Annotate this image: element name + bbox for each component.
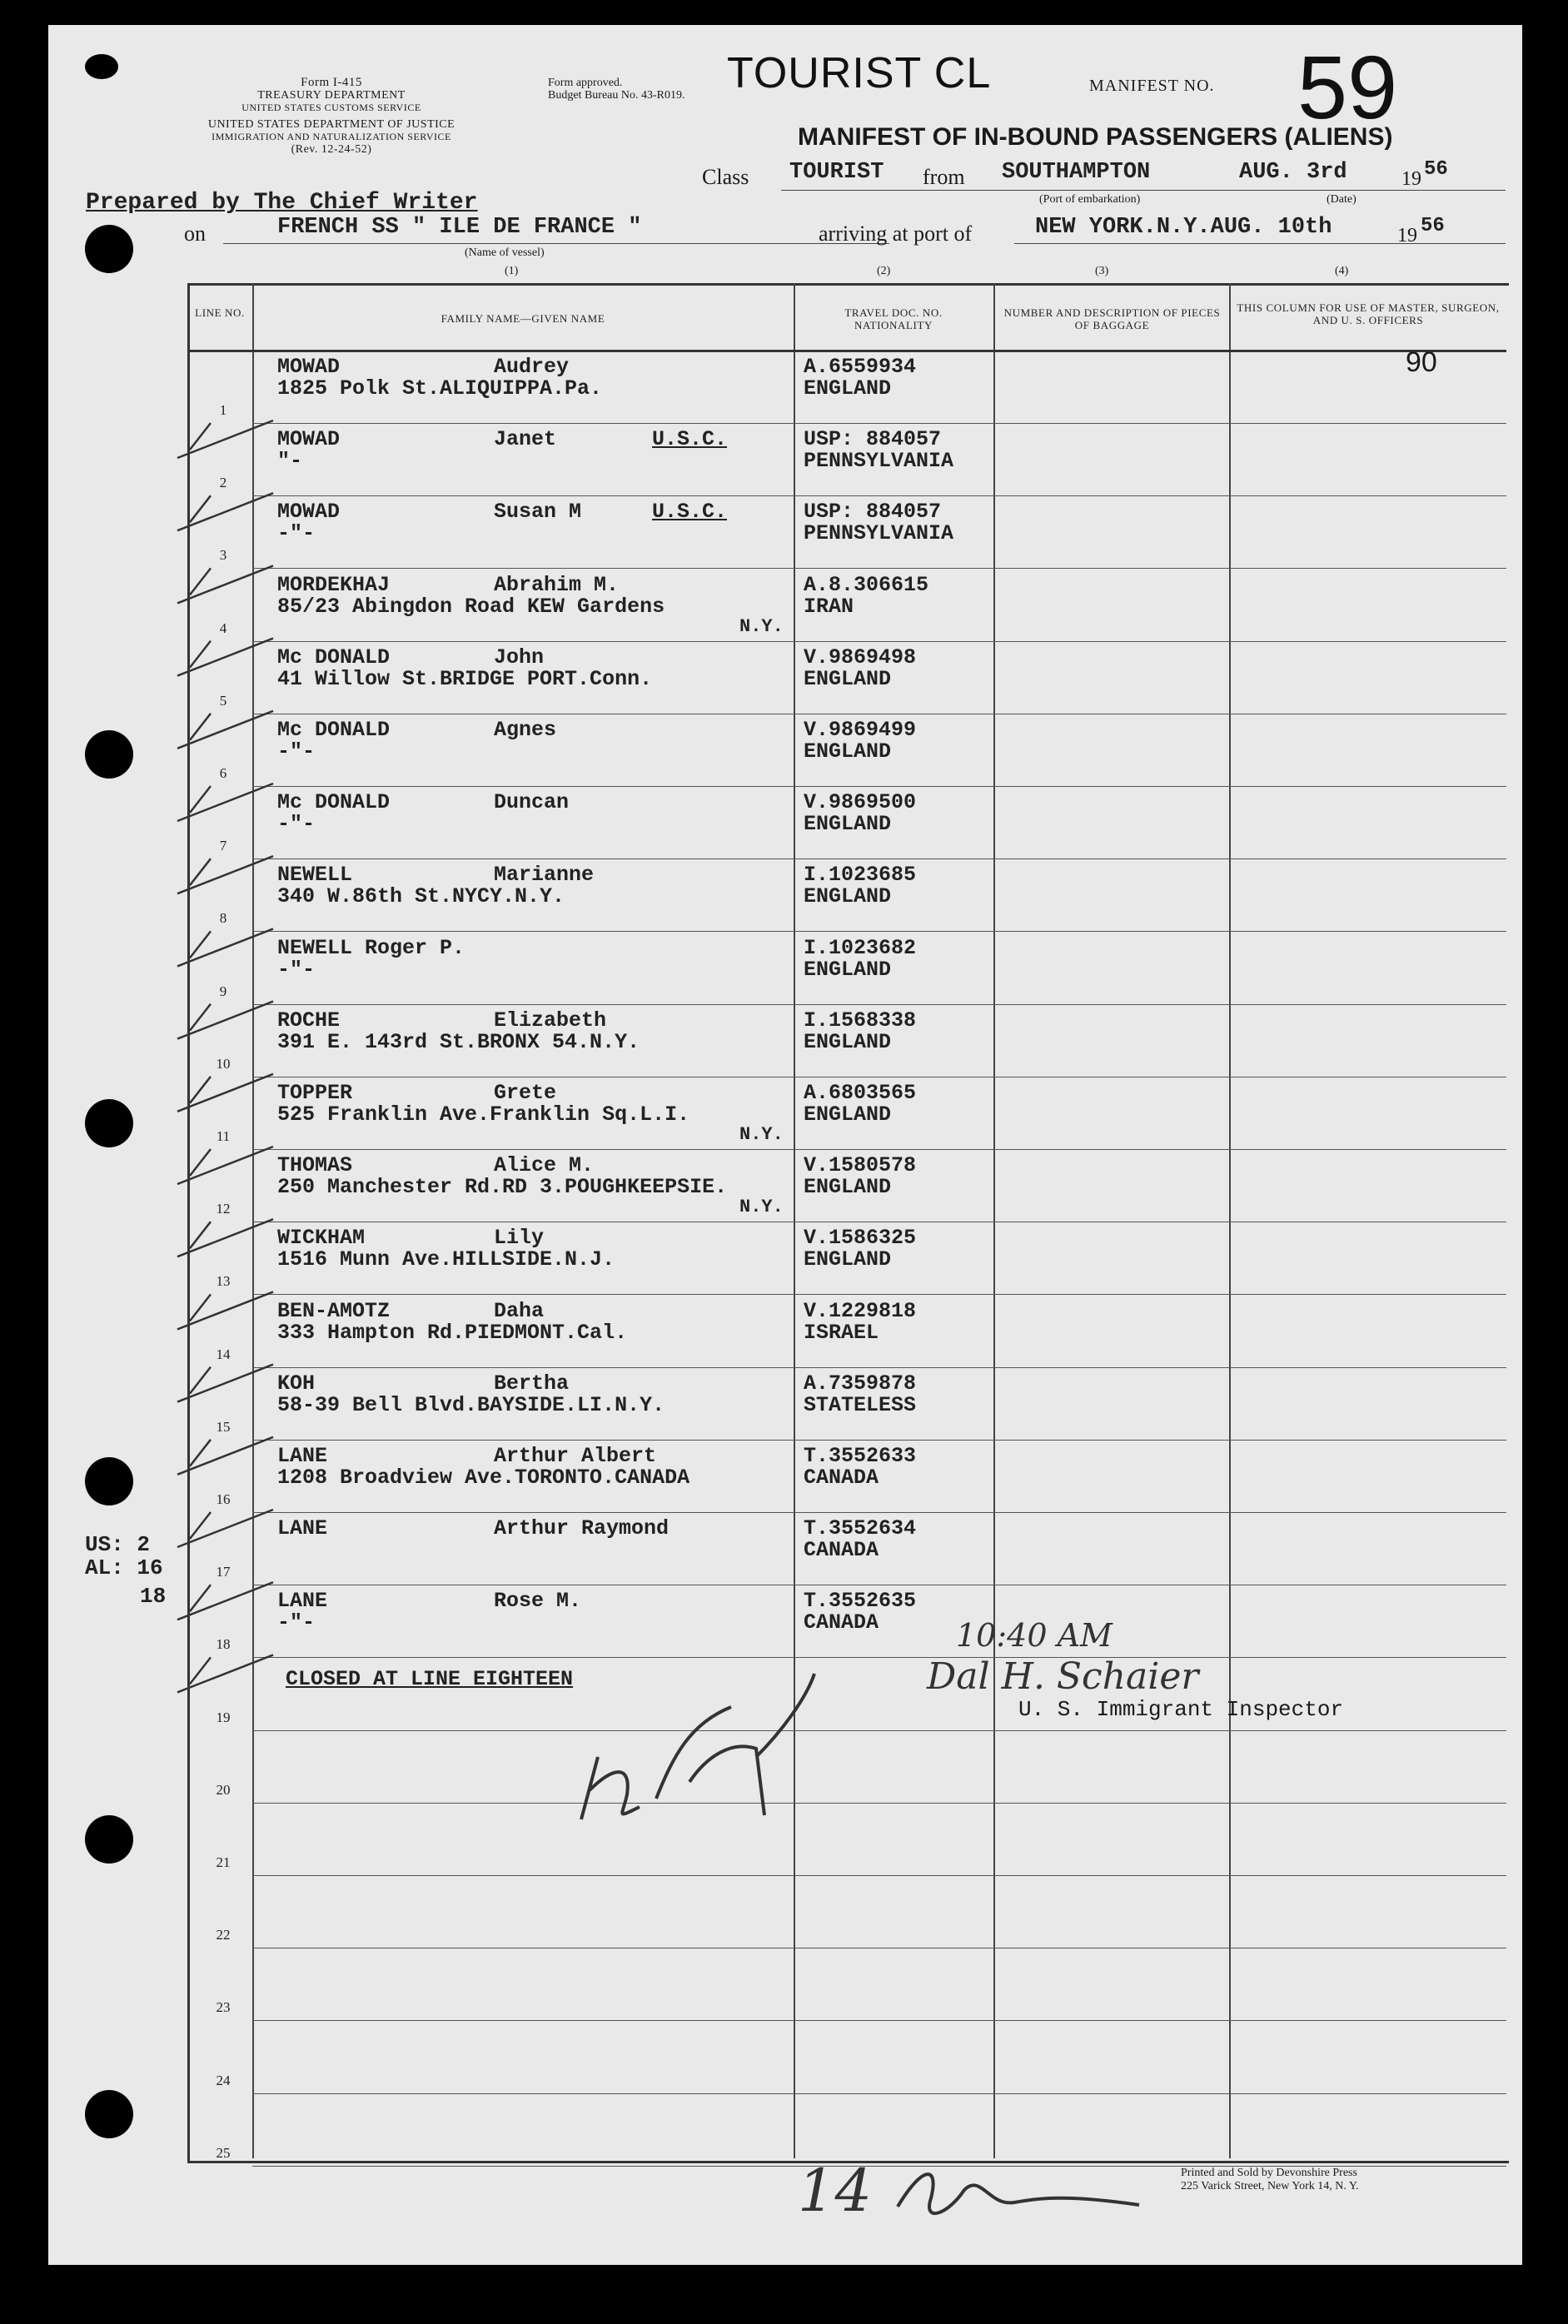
given-name: John	[494, 644, 545, 669]
travel-doc-number: A.6559934	[804, 355, 917, 379]
family-name: Mc DONALD	[277, 718, 391, 742]
family-name: NEWELL	[277, 863, 353, 888]
closed-at-line: CLOSED AT LINE EIGHTEEN	[286, 1667, 574, 1691]
row-number: 16	[216, 1491, 231, 1507]
col-head-officers: THIS COLUMN FOR USE OF MASTER, SURGEON, AND U. S. OFFICERS	[1237, 301, 1500, 326]
inspector-title: U. S. Immigrant Inspector	[1018, 1697, 1344, 1722]
address: 1825 Polk St.ALIQUIPPA.Pa.	[277, 376, 603, 401]
tick-mark	[177, 1291, 273, 1329]
nationality: ENGLAND	[804, 1102, 892, 1127]
family-name: BEN-AMOTZ	[277, 1298, 391, 1323]
nationality: ENGLAND	[804, 376, 892, 401]
inspector-signature: Dal H. Schaier	[927, 1655, 1199, 1698]
travel-doc-number: V.1586325	[804, 1226, 917, 1251]
tick-mark	[177, 1365, 273, 1402]
closing-time: 10:40 AM	[956, 1617, 1113, 1654]
nationality: ENGLAND	[804, 1247, 892, 1272]
travel-doc-number: V.1580578	[804, 1153, 917, 1178]
nationality: STATELESS	[804, 1392, 917, 1417]
on-label: on	[184, 221, 206, 246]
travel-doc-number: V.9869499	[804, 718, 917, 742]
family-name: LANE	[277, 1589, 328, 1614]
given-name: Agnes	[494, 718, 557, 742]
family-name: Mc DONALD	[277, 644, 391, 669]
row-number: 20	[216, 1781, 231, 1798]
row-number: 6	[219, 765, 227, 781]
address: 391 E. 143rd St.BRONX 54.N.Y.	[277, 1029, 640, 1054]
travel-doc-number: V.9869500	[804, 790, 917, 815]
family-name: MOWAD	[277, 427, 341, 452]
prepared-by: Prepared by The Chief Writer	[86, 190, 478, 216]
row-number: 2	[219, 475, 227, 491]
family-name: Mc DONALD	[277, 790, 391, 815]
address: "-	[277, 449, 303, 474]
tick-mark	[177, 784, 273, 821]
col-num-4: (4)	[1335, 265, 1349, 277]
budget-number: Budget Bureau No. 43-R019.	[548, 89, 685, 102]
address: -"-	[277, 812, 316, 837]
nationality: IRAN	[804, 594, 854, 619]
year-suffix: 56	[1424, 158, 1448, 181]
address-line-2: N.Y.	[739, 615, 784, 637]
handwritten-initials	[565, 1640, 831, 1840]
nationality: CANADA	[804, 1610, 879, 1635]
address: 340 W.86th St.NYCY.N.Y.	[277, 884, 565, 909]
manifest-title: MANIFEST OF IN-BOUND PASSENGERS (ALIENS)	[798, 123, 1393, 151]
nationality: ENGLAND	[804, 1175, 892, 1200]
date-caption: (Date)	[1327, 193, 1356, 206]
bottom-scrawl	[889, 2157, 1164, 2232]
row-number: 9	[219, 983, 227, 999]
tick-mark	[177, 421, 273, 458]
row-number: 1	[219, 402, 227, 418]
col-num-3: (3)	[1095, 265, 1109, 277]
family-name: MORDEKHAJ	[277, 572, 391, 597]
nationality: ENGLAND	[804, 812, 892, 837]
nationality: ENGLAND	[804, 666, 892, 691]
table-row	[48, 1876, 1522, 1948]
travel-doc-number: I.1023685	[804, 863, 917, 888]
nationality: ENGLAND	[804, 739, 892, 764]
col-head-line: LINE NO.	[195, 306, 245, 319]
form-agency-block	[173, 77, 490, 156]
form-number: Form I-415	[301, 76, 362, 89]
col-head-baggage: NUMBER AND DESCRIPTION OF PIECES OF BAGGAGE	[1003, 306, 1221, 331]
travel-doc-number: T.3552633	[804, 1444, 917, 1468]
address: 525 Franklin Ave.Franklin Sq.L.I.	[277, 1102, 690, 1127]
port-embark-value: SOUTHAMPTON	[1002, 160, 1151, 185]
given-name: Rose M.	[494, 1589, 582, 1614]
punch-hole	[85, 54, 118, 79]
row-number: 18	[216, 1636, 231, 1653]
tick-mark	[177, 1002, 273, 1039]
given-name: Bertha	[494, 1371, 570, 1396]
nationality: ENGLAND	[804, 1029, 892, 1054]
tick-mark	[177, 856, 273, 893]
given-name: Arthur Raymond	[494, 1516, 670, 1541]
col-head-name: FAMILY NAME—GIVEN NAME	[441, 312, 605, 325]
officer-number: 90	[1406, 346, 1437, 378]
family-name: MOWAD	[277, 500, 341, 525]
nationality: ENGLAND	[804, 957, 892, 982]
family-name: THOMAS	[277, 1153, 353, 1178]
family-name: ROCHE	[277, 1008, 341, 1033]
tick-mark	[177, 565, 273, 603]
row-number: 7	[219, 838, 227, 854]
address: -"-	[277, 957, 316, 982]
form-revision: (Rev. 12-24-52)	[291, 143, 372, 156]
citizen-note: U.S.C.	[652, 500, 728, 525]
year-prefix: 19	[1401, 168, 1421, 190]
punch-hole	[85, 225, 133, 273]
nationality: CANADA	[804, 1538, 879, 1563]
table-row	[48, 2022, 1522, 2094]
margin-al-count: AL: 16	[85, 1555, 163, 1580]
address: -"-	[277, 739, 316, 764]
nationality: ISRAEL	[804, 1320, 879, 1345]
row-number: 21	[216, 1854, 231, 1870]
address: -"-	[277, 1610, 316, 1635]
given-name: Elizabeth	[494, 1008, 607, 1033]
table-row	[48, 2094, 1522, 2167]
address: 1516 Munn Ave.HILLSIDE.N.J.	[277, 1247, 615, 1272]
given-name: Marianne	[494, 863, 595, 888]
family-name: NEWELL Roger P.	[277, 935, 465, 960]
row-number: 3	[219, 547, 227, 564]
travel-doc-number: A.8.306615	[804, 572, 929, 597]
margin-us-count: US: 2	[85, 1532, 151, 1557]
travel-doc-number: V.9869498	[804, 644, 917, 669]
tick-mark	[177, 639, 273, 676]
given-name: Daha	[494, 1298, 545, 1323]
given-name: Lily	[494, 1226, 545, 1251]
form-approval	[548, 77, 684, 102]
address-line-2: N.Y.	[739, 1197, 784, 1218]
given-name: Duncan	[494, 790, 570, 815]
family-name: TOPPER	[277, 1081, 353, 1105]
arrival-port-value: NEW YORK.N.Y.AUG. 10th	[1035, 215, 1332, 240]
family-name: KOH	[277, 1371, 316, 1396]
family-name: MOWAD	[277, 355, 341, 379]
tick-mark	[177, 711, 273, 749]
travel-doc-number: A.7359878	[804, 1371, 917, 1396]
printer-line-1: Printed and Sold by Devonshire Press	[1181, 2167, 1357, 2179]
row-number: 24	[216, 2072, 231, 2088]
row-number: 22	[216, 1927, 231, 1943]
travel-doc-number: I.1568338	[804, 1008, 917, 1033]
given-name: Janet	[494, 427, 557, 452]
row-number: 11	[216, 1128, 231, 1144]
manifest-page	[48, 25, 1522, 2265]
row-number: 5	[219, 692, 227, 709]
address: 58-39 Bell Blvd.BAYSIDE.LI.N.Y.	[277, 1392, 665, 1417]
row-number: 12	[216, 1201, 231, 1217]
tick-mark	[177, 1510, 273, 1547]
given-name: Susan M	[494, 500, 582, 525]
bottom-handwritten: 14	[798, 2157, 873, 2225]
row-number: 10	[216, 1055, 231, 1072]
travel-doc-number: T.3552635	[804, 1589, 917, 1614]
arriving-label: arriving at port of	[819, 221, 973, 246]
tick-mark	[177, 493, 273, 530]
vessel-caption: (Name of vessel)	[465, 246, 545, 259]
tick-mark	[177, 1147, 273, 1184]
address: 250 Manchester Rd.RD 3.POUGHKEEPSIE.	[277, 1175, 728, 1200]
table-row	[48, 1948, 1522, 2021]
ins-service: IMMIGRATION AND NATURALIZATION SERVICE	[212, 131, 451, 142]
printer-note	[1181, 2167, 1359, 2193]
port-embark-caption: (Port of embarkation)	[1039, 193, 1141, 206]
tick-mark	[177, 1437, 273, 1475]
treasury-dept: TREASURY DEPARTMENT	[257, 89, 406, 102]
row-number: 4	[219, 620, 227, 636]
margin-total: 18	[140, 1584, 167, 1609]
form-approved: Form approved.	[548, 77, 623, 89]
travel-doc-number: USP: 884057	[804, 500, 942, 525]
tick-marks	[173, 391, 290, 1724]
nationality: PENNSYLVANIA	[804, 449, 954, 474]
family-name: LANE	[277, 1516, 328, 1541]
row-number: 23	[216, 1999, 231, 2016]
nationality: ENGLAND	[804, 884, 892, 909]
address: 41 Willow St.BRIDGE PORT.Conn.	[277, 666, 653, 691]
manifest-number: 59	[1297, 37, 1398, 137]
citizen-note: U.S.C.	[652, 427, 728, 452]
family-name: LANE	[277, 1444, 328, 1468]
justice-dept: UNITED STATES DEPARTMENT OF JUSTICE	[207, 118, 455, 131]
tick-mark	[177, 1219, 273, 1257]
nationality: CANADA	[804, 1466, 879, 1490]
given-name: Abrahim M.	[494, 572, 620, 597]
arrival-year-suffix: 56	[1421, 215, 1445, 237]
travel-doc-number: I.1023682	[804, 935, 917, 960]
col-head-travel: TRAVEL DOC. NO. NATIONALITY	[844, 306, 943, 331]
travel-doc-number: V.1229818	[804, 1298, 917, 1323]
tick-mark	[177, 1074, 273, 1112]
travel-doc-number: A.6803565	[804, 1081, 917, 1105]
printer-line-2: 225 Varick Street, New York 14, N. Y.	[1181, 2180, 1359, 2192]
given-name: Grete	[494, 1081, 557, 1105]
from-label: from	[923, 165, 965, 189]
family-name: WICKHAM	[277, 1226, 366, 1251]
address: 1208 Broadview Ave.TORONTO.CANADA	[277, 1466, 690, 1490]
address-line-2: N.Y.	[739, 1124, 784, 1145]
address: -"-	[277, 521, 316, 546]
given-name: Audrey	[494, 355, 570, 379]
travel-doc-number: T.3552634	[804, 1516, 917, 1541]
given-name: Arthur Albert	[494, 1444, 657, 1468]
given-name: Alice M.	[494, 1153, 595, 1178]
row-number: 19	[216, 1709, 231, 1725]
class-value: TOURIST	[789, 160, 884, 185]
arrival-year-prefix: 19	[1397, 225, 1417, 246]
row-number: 17	[216, 1564, 231, 1580]
travel-doc-number: USP: 884057	[804, 427, 942, 452]
col-num-1: (1)	[505, 265, 519, 277]
tick-mark	[177, 1655, 273, 1692]
vessel-name: FRENCH SS " ILE DE FRANCE "	[277, 215, 642, 240]
row-number: 25	[216, 2144, 231, 2161]
row-number: 13	[216, 1273, 231, 1290]
address: 85/23 Abingdon Road KEW Gardens	[277, 594, 665, 619]
row-number: 15	[216, 1418, 231, 1435]
date-value: AUG. 3rd	[1239, 160, 1347, 185]
tick-mark	[177, 1582, 273, 1620]
tourist-class-stamp: TOURIST CL	[727, 49, 992, 97]
row-number: 8	[219, 910, 227, 927]
col-num-2: (2)	[877, 265, 891, 277]
manifest-no-label: MANIFEST NO.	[1089, 77, 1215, 95]
tick-mark	[177, 928, 273, 966]
address: 333 Hampton Rd.PIEDMONT.Cal.	[277, 1320, 628, 1345]
class-label: Class	[702, 165, 749, 189]
nationality: PENNSYLVANIA	[804, 521, 954, 546]
row-number: 14	[216, 1346, 231, 1362]
customs-service: UNITED STATES CUSTOMS SERVICE	[241, 102, 421, 113]
